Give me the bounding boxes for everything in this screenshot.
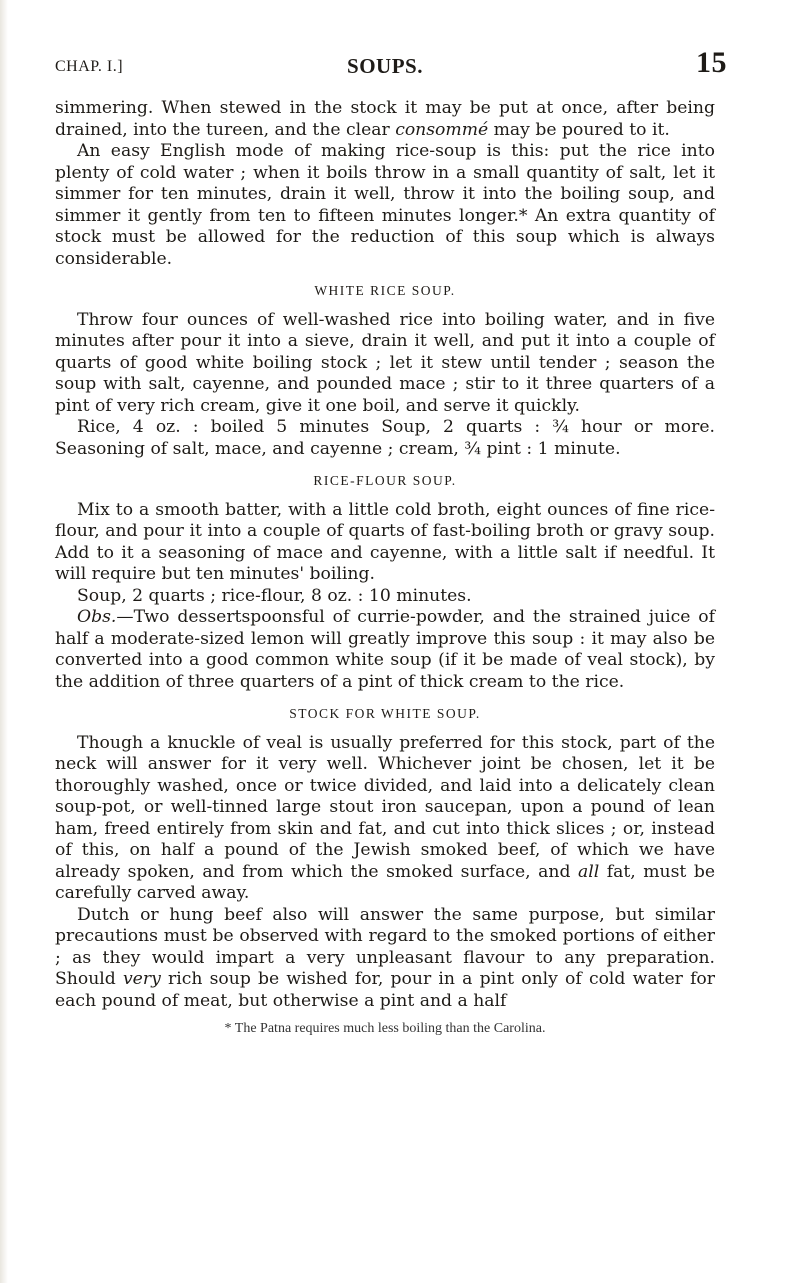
footnote: * The Patna requires much less boiling than the Carolina.: [224, 1021, 546, 1036]
stock-text-b: fat, must be carefully carved away.: [55, 861, 715, 903]
paragraph-dutch-beef: [55, 905, 715, 1013]
paragraph-stock-white-soup: [55, 733, 715, 905]
obs-text: —Two dessertspoonsful of currie-powder, and the strained juice of half a moderate-sized lemon will greatly improve this soup : it may also be converted into a good common white soup (if it be made of veal stock), by the addition of three quarters of a pint of thick cream to the rice.: [55, 607, 715, 692]
paragraph-rice-flour-soup: Mix to a smooth batter, with a little cold broth, eight ounces of fine rice-flour, and pour it into a couple of quarts of fast-boiling broth or gravy soup. Add to it a seasoning of mace and cayenne, with a little salt if needful. It will require but ten minutes' boiling.: [55, 499, 715, 584]
stock-emphasis: all: [577, 861, 600, 882]
heading-white-rice-soup: WHITE RICE SOUP.: [314, 283, 456, 298]
observation-paragraph: [55, 607, 715, 693]
body-text: [55, 98, 715, 1040]
dutch-emphasis: very: [122, 969, 161, 989]
summary-rice-flour-soup: Soup, 2 quarts ; rice-flour, 8 oz. : 10 minutes.: [77, 585, 472, 606]
page-edge: [0, 0, 8, 1283]
running-head: [55, 40, 727, 84]
paragraph-white-rice-soup: Throw four ounces of well-washed rice into boiling water, and in five minutes after pour it into a sieve, drain it well, and put it into a couple of quarts of good white boiling stock ; let it stew until tender ; season the soup with salt, cayenne, and pounded mace ; stir to it three quarters of a pint of very rich cream, give it one boil, and serve it quickly.: [55, 309, 715, 416]
paragraph-english-rice-soup: An easy English mode of making rice-soup is this: put the rice into plenty of cold water ; when it boils throw in a small quantity of salt, let it simmer for ten minutes, drain it well, throw it into the boiling soup, and simmer it gently from ten to fifteen minutes longer.* An extra quantity of stock must be allowed for the reduction of this soup which is always considerable.: [55, 141, 715, 269]
stock-text-a: Though a knuckle of veal is usually preferred for this stock, part of the neck will answer for it very well. Whichever joint be chosen, let it be thoroughly washed, once or twice divided, and laid into a delicately clean soup-pot, or well-tinned large stout iron saucepan, upon a pound of lean ham, freed entirely from skin and fat, and cut into thick slices ; or, instead of this, on half a pound of the Jewish smoked beef, of which we have already spoken, and from which the smoked surface, and: [55, 732, 715, 882]
consomme-emphasis: consommé: [395, 119, 489, 140]
dutch-text-a: Dutch or hung beef also will answer the same purpose, but similar precautions must be observed with regard to the smoked portions of either ; as they would impart a very unpleasant flavour to any preparation. Should: [55, 904, 715, 989]
chapter-label: CHAP. I.]: [55, 58, 124, 75]
heading-stock-white-soup: STOCK FOR WHITE SOUP.: [289, 706, 481, 721]
heading-rice-flour-soup: RICE-FLOUR SOUP.: [313, 473, 457, 488]
section-title: SOUPS.: [347, 54, 423, 78]
paragraph-continuation: simmering. When stewed in the stock it may be put at once, after being drained, into the tureen, and the clear consommé may be poured to it.: [55, 98, 715, 140]
page-number: 15: [696, 46, 727, 79]
summary-white-rice-soup: Rice, 4 oz. : boiled 5 minutes Soup, 2 quarts : ¾ hour or more. Seasoning of salt, mace, and cayenne ; cream, ¾ pint : 1 minute.: [55, 417, 715, 459]
obs-label: Obs.: [77, 607, 117, 627]
book-page: [55, 40, 727, 1040]
dutch-text-b: rich soup be wished for, pour in a pint only of cold water for each pound of meat, but otherwise a pint and a half: [55, 969, 715, 1011]
